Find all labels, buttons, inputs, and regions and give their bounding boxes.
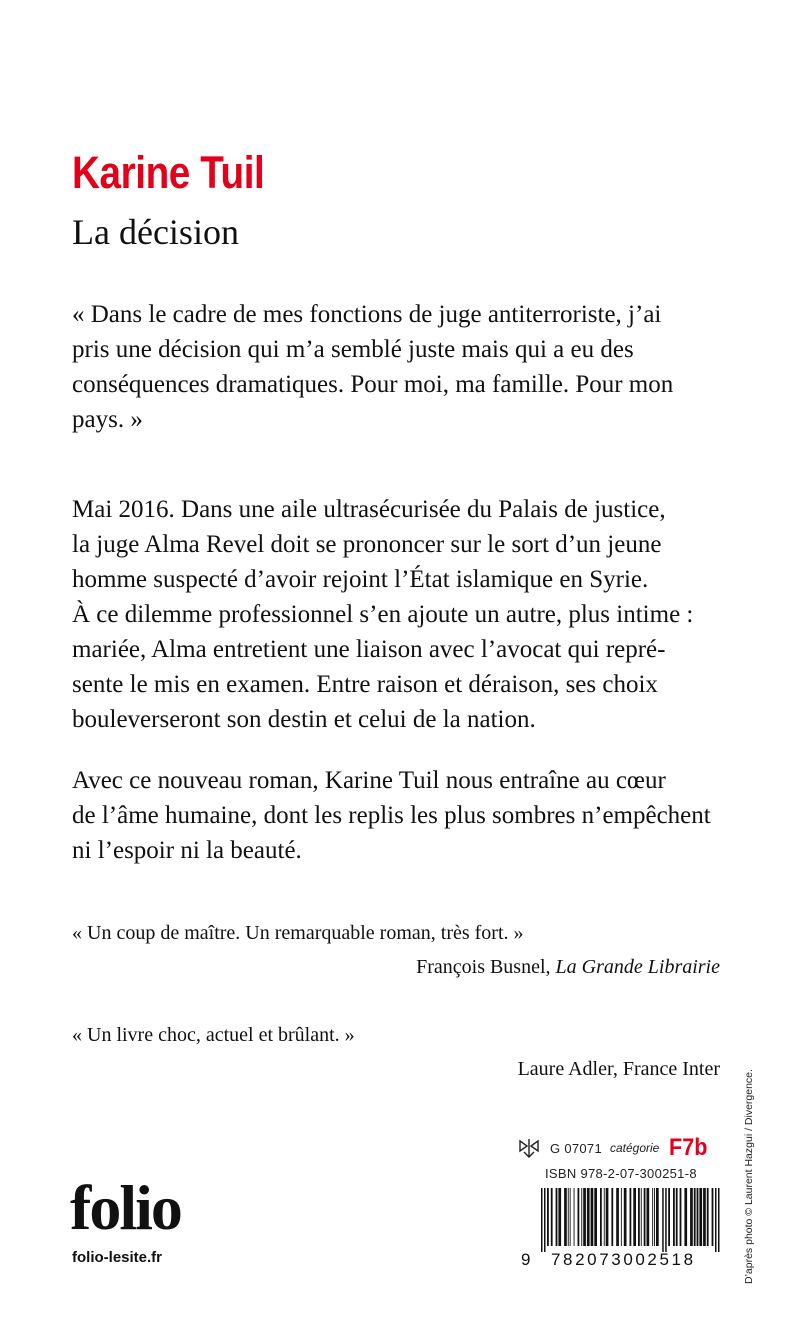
barcode-bar bbox=[715, 1188, 717, 1252]
publisher-website: folio-lesite.fr bbox=[72, 1249, 163, 1266]
barcode-bar bbox=[621, 1188, 622, 1246]
barcode-bar bbox=[633, 1188, 636, 1246]
barcode-bar bbox=[581, 1188, 582, 1246]
blurb-line: pris une décision qui m’a semblé juste mais qui a eu des bbox=[72, 336, 634, 363]
books-icon bbox=[516, 1137, 542, 1159]
barcode-digits: 782073002518 bbox=[551, 1250, 696, 1269]
barcode-bar bbox=[647, 1188, 650, 1246]
review-source bbox=[518, 1054, 720, 1084]
barcode-bar bbox=[668, 1188, 670, 1246]
author-name: Karine Tuil bbox=[72, 147, 265, 198]
barcode-bar bbox=[558, 1188, 561, 1246]
barcode-bar bbox=[638, 1188, 640, 1246]
review-quote: « Un coup de maître. Un remarquable roman, très fort. » bbox=[72, 922, 524, 944]
barcode-bar bbox=[697, 1188, 699, 1246]
review-outlet: La Grande Librairie bbox=[555, 956, 720, 978]
barcode-bar bbox=[694, 1188, 696, 1246]
photo-credit: D’après photo © Laurent Hazgui / Divergence. bbox=[743, 1069, 755, 1284]
barcode-bar bbox=[656, 1188, 659, 1246]
barcode-bar bbox=[551, 1188, 553, 1246]
barcode-bar bbox=[680, 1188, 682, 1246]
barcode-bar bbox=[641, 1188, 642, 1246]
blurb-line: Avec ce nouveau roman, Karine Tuil nous entraîne au cœur bbox=[72, 767, 666, 794]
blurb-line: pays. » bbox=[72, 406, 143, 433]
blurb-line: Mai 2016. Dans une aile ultrasécurisée du Palais de justice, bbox=[72, 496, 666, 523]
barcode-bar bbox=[547, 1188, 549, 1246]
barcode-bar bbox=[616, 1188, 619, 1246]
barcode-bar bbox=[544, 1188, 546, 1252]
barcode-bar bbox=[662, 1188, 664, 1252]
category-label: catégorie bbox=[609, 1141, 660, 1155]
catalog-code: G 07071 bbox=[550, 1140, 602, 1156]
barcode-bar bbox=[690, 1188, 693, 1246]
barcode-bar bbox=[556, 1188, 558, 1246]
barcode-bar bbox=[568, 1188, 569, 1246]
barcode-bar bbox=[604, 1188, 605, 1246]
book-title: La décision bbox=[72, 212, 239, 252]
barcode-bar bbox=[712, 1188, 714, 1246]
barcode-bar bbox=[578, 1188, 580, 1246]
blurb-line: bouleverseront son destin et celui de la nation. bbox=[72, 706, 536, 733]
blurb-line: homme suspecté d’avoir rejoint l’État islamique en Syrie. bbox=[72, 566, 649, 593]
barcode-bar bbox=[600, 1188, 602, 1246]
barcode-bar bbox=[541, 1188, 543, 1252]
review-quote: « Un livre choc, actuel et brûlant. » bbox=[72, 1024, 355, 1046]
barcode bbox=[521, 1188, 721, 1270]
barcode-bar bbox=[606, 1188, 609, 1246]
blurb-line: de l’âme humaine, dont les replis les plus sombres n’empêchent bbox=[72, 802, 711, 829]
blurb-line: la juge Alma Revel doit se prononcer sur le sort d’un jeune bbox=[72, 531, 662, 558]
barcode-bar bbox=[703, 1188, 706, 1246]
category-value: F7b bbox=[669, 1134, 708, 1161]
blurb-line: « Dans le cadre de mes fonctions de juge antiterroriste, j’ai bbox=[72, 301, 662, 328]
blurb-line: conséquences dramatiques. Pour moi, ma famille. Pour mon bbox=[72, 371, 674, 398]
barcode-bar bbox=[591, 1188, 594, 1246]
barcode-bar bbox=[583, 1188, 586, 1246]
blurb-line: ni l’espoir ni la beauté. bbox=[72, 837, 302, 864]
barcode-bar bbox=[570, 1188, 571, 1246]
barcode-bar bbox=[574, 1188, 575, 1246]
review-author: François Busnel, bbox=[416, 956, 556, 978]
barcode-bar bbox=[699, 1188, 702, 1246]
barcode-bar bbox=[684, 1188, 687, 1246]
review-source bbox=[416, 952, 720, 982]
barcode-first-digit: 9 bbox=[521, 1250, 531, 1269]
barcode-bar bbox=[624, 1188, 627, 1246]
barcode-bar bbox=[587, 1188, 590, 1246]
blurb-line: À ce dilemme professionnel s’en ajoute un autre, plus intime : bbox=[72, 601, 694, 628]
barcode-bar bbox=[707, 1188, 709, 1246]
blurb-closing bbox=[72, 763, 720, 868]
isbn: ISBN 978-2-07-300251-8 bbox=[545, 1166, 697, 1181]
blurb-line: mariée, Alma entretient une liaison avec l’avocat qui repré- bbox=[72, 636, 666, 663]
blurb-line: sente le mis en examen. Entre raison et déraison, ses choix bbox=[72, 671, 658, 698]
barcode-bar bbox=[644, 1188, 646, 1246]
barcode-bars bbox=[541, 1188, 721, 1252]
barcode-bar bbox=[665, 1188, 667, 1252]
barcode-bar bbox=[611, 1188, 613, 1246]
barcode-bar bbox=[676, 1188, 678, 1246]
barcode-bar bbox=[652, 1188, 653, 1246]
catalog-row bbox=[516, 1133, 712, 1163]
barcode-bar bbox=[564, 1188, 567, 1246]
barcode-bar bbox=[630, 1188, 632, 1246]
blurb-summary bbox=[72, 492, 720, 737]
barcode-bar bbox=[594, 1188, 597, 1246]
blurb-quote bbox=[72, 297, 720, 437]
barcode-bar bbox=[673, 1188, 675, 1246]
review-author: Laure Adler, France Inter bbox=[517, 1058, 720, 1080]
publisher-logo: folio bbox=[70, 1172, 181, 1243]
barcode-bar bbox=[654, 1188, 655, 1246]
barcode-bar bbox=[718, 1188, 720, 1252]
